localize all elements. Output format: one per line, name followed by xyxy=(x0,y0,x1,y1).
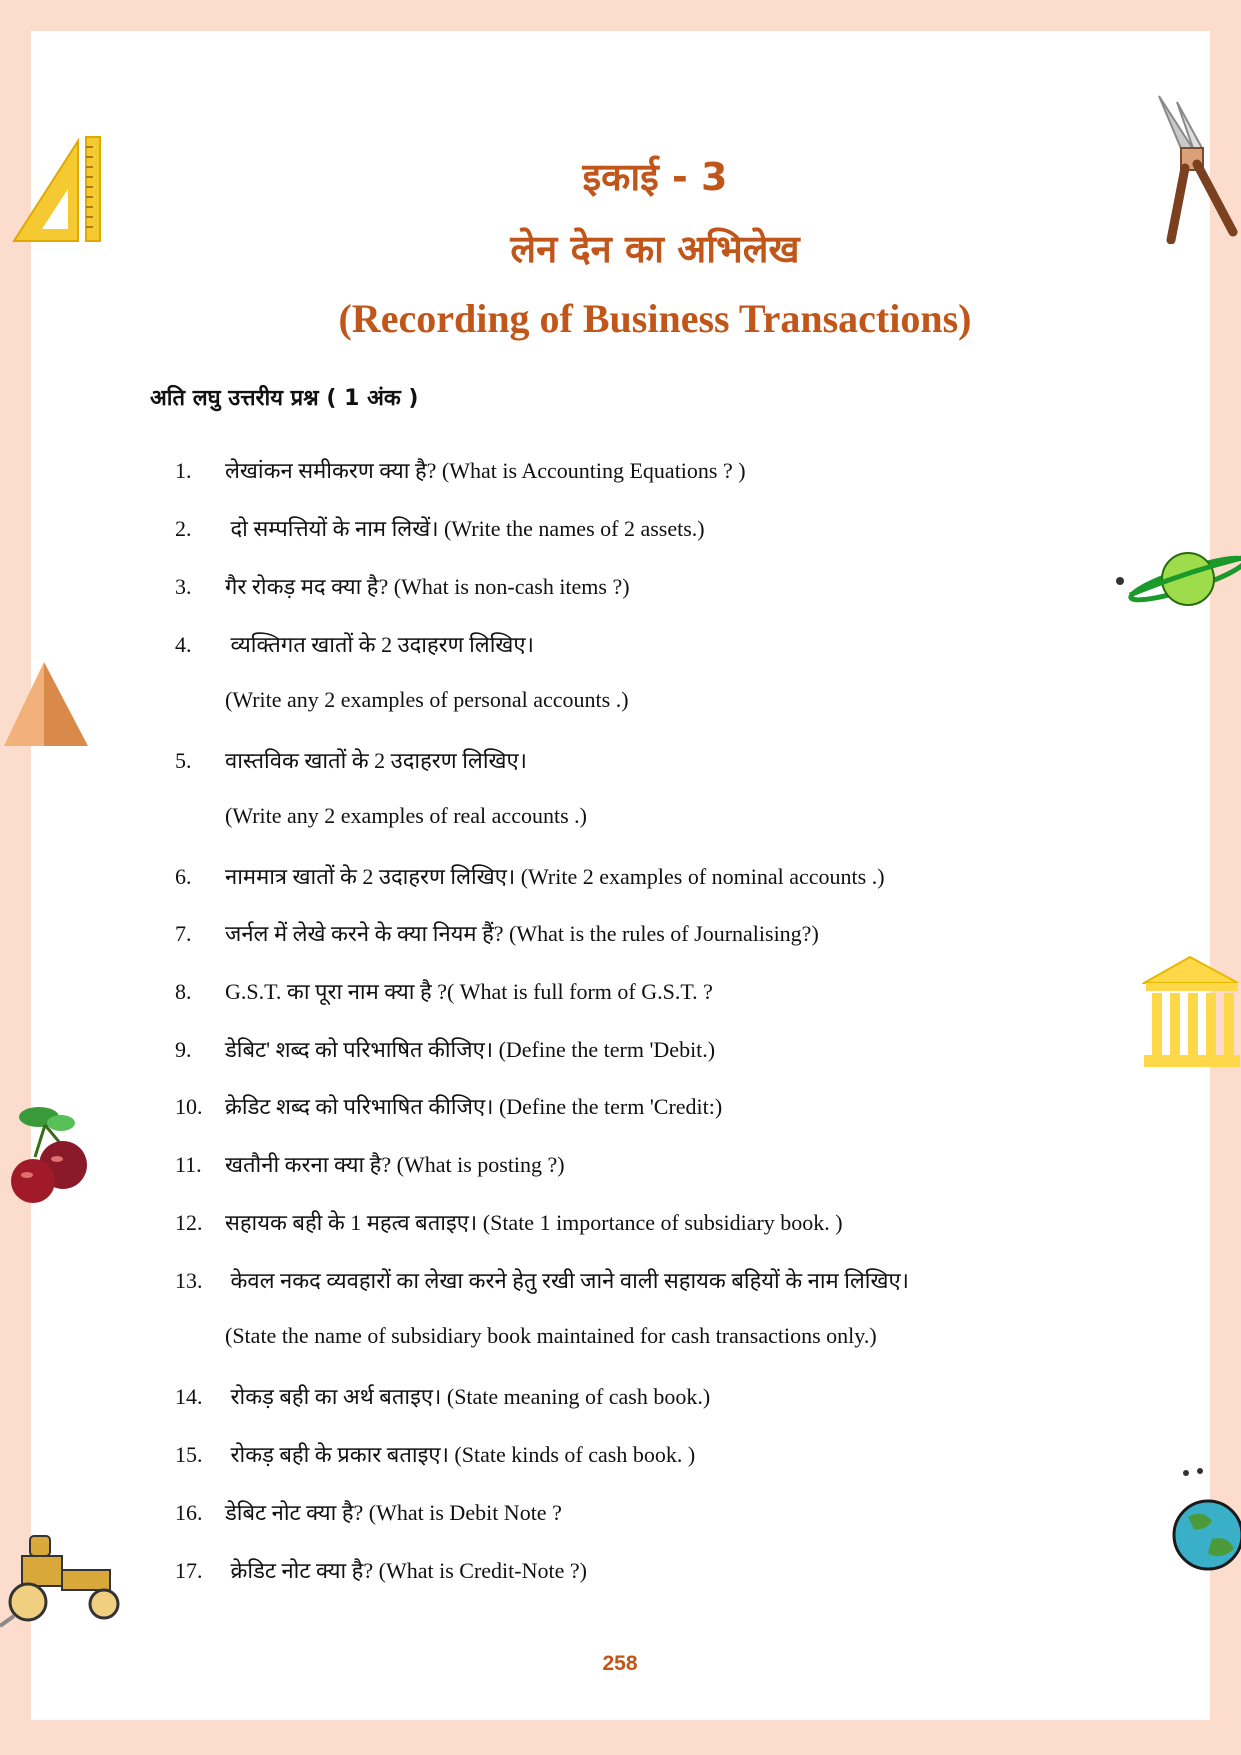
question-number: 15. xyxy=(175,1442,203,1467)
question-text: G.S.T. का पूरा नाम क्या है ?( What is full form of G.S.T. ? xyxy=(225,979,713,1004)
pyramid-icon xyxy=(2,660,90,748)
globe-icon xyxy=(1168,1465,1241,1575)
question-item xyxy=(175,918,819,948)
question-number: 10. xyxy=(175,1094,203,1119)
question-text: गैर रोकड़ मद क्या है? (What is non-cash items ?) xyxy=(225,574,630,599)
question-continuation: (Write any 2 examples of real accounts .) xyxy=(225,803,587,828)
question-item xyxy=(175,571,630,601)
question-text: रोकड़ बही का अर्थ बताइए। (State meaning of cash book.) xyxy=(225,1384,711,1409)
unit-title: इकाई - 3 xyxy=(582,155,728,199)
garden-shears-icon xyxy=(1155,92,1239,244)
question-text: क्रेडिट नोट क्या है? (What is Credit-Note ?) xyxy=(225,1558,587,1583)
question-number: 5. xyxy=(175,748,192,773)
question-number: 4. xyxy=(175,632,192,657)
question-number: 13. xyxy=(175,1268,203,1293)
page-number: 258 xyxy=(602,1652,638,1675)
question-continuation: (State the name of subsidiary book maintained for cash transactions only.) xyxy=(225,1323,877,1348)
question-item xyxy=(175,1207,843,1237)
question-text: लेखांकन समीकरण क्या है? (What is Accounting Equations ? ) xyxy=(225,458,746,483)
question-number: 17. xyxy=(175,1558,203,1583)
question-item xyxy=(175,1091,722,1121)
question-item xyxy=(175,1439,695,1469)
question-item xyxy=(175,455,746,485)
question-number: 6. xyxy=(175,864,192,889)
greek-temple-icon xyxy=(1142,955,1241,1070)
question-item xyxy=(175,629,534,659)
question-item xyxy=(175,1381,710,1411)
question-continuation: (Write any 2 examples of personal accounts .) xyxy=(225,687,629,712)
question-text: केवल नकद व्यवहारों का लेखा करने हेतु रखी जाने वाली सहायक बहियों के नाम लिखिए। xyxy=(225,1268,910,1293)
section-heading: अति लघु उत्तरीय प्रश्न ( 1 अंक ) xyxy=(150,386,419,411)
question-text: दो सम्पत्तियों के नाम लिखें। (Write the names of 2 assets.) xyxy=(225,516,705,541)
question-item xyxy=(175,1555,587,1585)
antique-car-icon xyxy=(0,1530,128,1630)
question-item xyxy=(175,861,885,891)
question-number: 11. xyxy=(175,1152,202,1177)
question-text: डेबिट नोट क्या है? (What is Debit Note ? xyxy=(225,1500,562,1525)
chapter-title-english: (Recording of Business Transactions) xyxy=(338,296,972,341)
question-text: सहायक बही के 1 महत्व बताइए। (State 1 importance of subsidiary book. ) xyxy=(225,1210,843,1235)
question-item xyxy=(175,1149,565,1179)
question-text: डेबिट' शब्द को परिभाषित कीजिए। (Define the term 'Debit.) xyxy=(225,1037,716,1062)
question-text: वास्तविक खातों के 2 उदाहरण लिखिए। xyxy=(225,748,528,773)
question-number: 14. xyxy=(175,1384,203,1409)
chapter-title-hindi: लेन देन का अभिलेख xyxy=(510,227,800,271)
question-text: जर्नल में लेखे करने के क्या नियम हैं? (What is the rules of Journalising?) xyxy=(225,921,819,946)
ruler-set-square-icon xyxy=(8,133,103,245)
question-text: नाममात्र खातों के 2 उदाहरण लिखिए। (Write 2 examples of nominal accounts .) xyxy=(225,864,885,889)
question-item xyxy=(175,1497,562,1527)
question-text: क्रेडिट शब्द को परिभाषित कीजिए। (Define the term 'Credit:) xyxy=(225,1094,723,1119)
question-number: 16. xyxy=(175,1500,203,1525)
question-text: व्यक्तिगत खातों के 2 उदाहरण लिखिए। xyxy=(225,632,534,657)
question-number: 2. xyxy=(175,516,192,541)
question-item xyxy=(175,513,705,543)
question-number: 12. xyxy=(175,1210,203,1235)
question-number: 1. xyxy=(175,458,192,483)
question-item xyxy=(175,976,713,1006)
question-item xyxy=(175,1034,715,1064)
cherries-icon xyxy=(5,1105,90,1210)
planet-saturn-icon xyxy=(1110,545,1241,615)
question-item xyxy=(175,1265,909,1295)
question-number: 7. xyxy=(175,921,192,946)
question-number: 3. xyxy=(175,574,192,599)
question-text: खतौनी करना क्या है? (What is posting ?) xyxy=(225,1152,565,1177)
question-number: 8. xyxy=(175,979,192,1004)
question-item xyxy=(175,745,527,775)
question-number: 9. xyxy=(175,1037,192,1062)
question-text: रोकड़ बही के प्रकार बताइए। (State kinds of cash book. ) xyxy=(225,1442,696,1467)
